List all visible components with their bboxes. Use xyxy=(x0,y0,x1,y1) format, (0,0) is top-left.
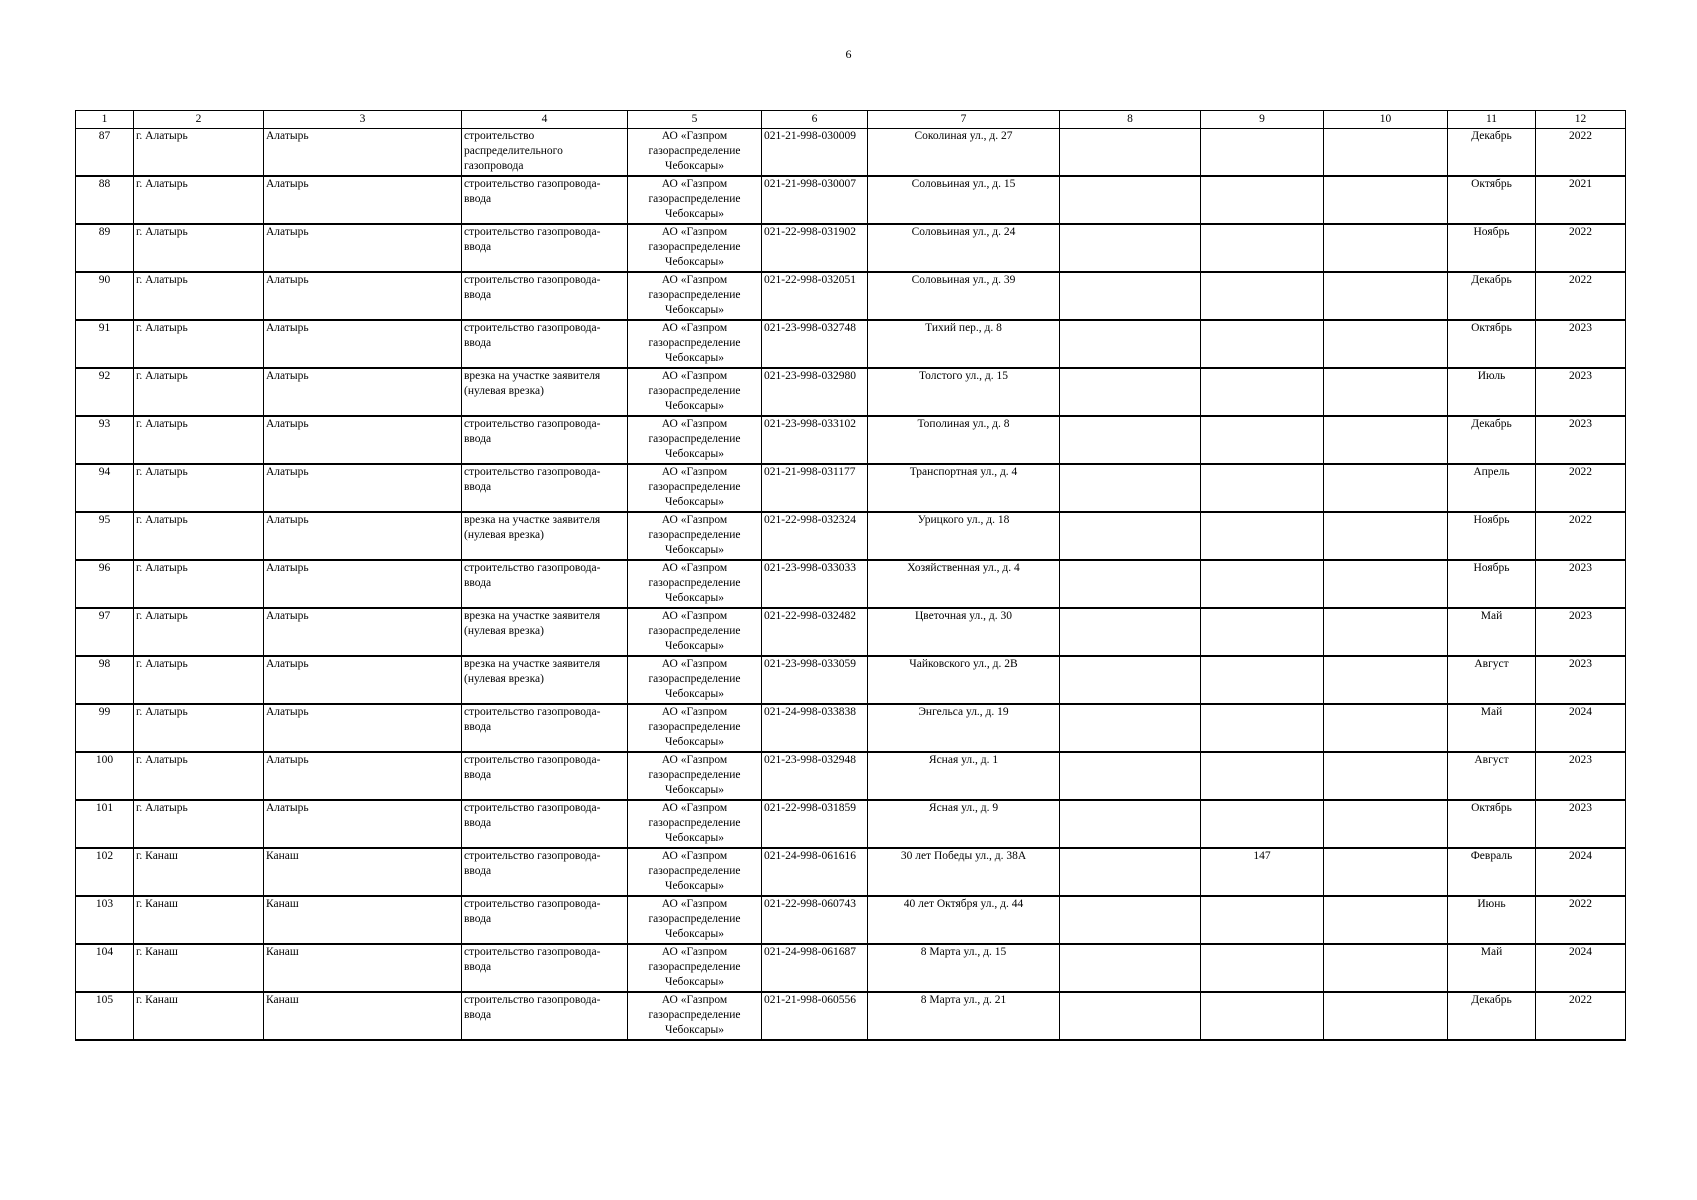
organization-cell: АО «Газпром газораспределение Чебоксары» xyxy=(628,224,762,272)
column-header-9: 9 xyxy=(1201,111,1324,129)
year-cell: 2022 xyxy=(1536,896,1626,944)
year-cell: 2022 xyxy=(1536,992,1626,1040)
application-number-cell: 021-22-998-031859 xyxy=(762,800,868,848)
table-row xyxy=(76,752,1626,800)
month-cell: Июль xyxy=(1448,368,1536,416)
application-number-cell: 021-22-998-031902 xyxy=(762,224,868,272)
registry-table xyxy=(75,110,1626,1041)
settlement-cell: Канаш xyxy=(264,992,462,1040)
organization-cell: АО «Газпром газораспределение Чебоксары» xyxy=(628,896,762,944)
year-cell: 2023 xyxy=(1536,368,1626,416)
address-cell: 8 Марта ул., д. 15 xyxy=(868,944,1060,992)
col-8-cell xyxy=(1060,992,1201,1040)
year-cell: 2022 xyxy=(1536,272,1626,320)
municipality-cell: г. Канаш xyxy=(134,992,264,1040)
month-cell: Май xyxy=(1448,704,1536,752)
organization-cell: АО «Газпром газораспределение Чебоксары» xyxy=(628,656,762,704)
col-9-cell xyxy=(1201,656,1324,704)
municipality-cell: г. Канаш xyxy=(134,896,264,944)
application-number-cell: 021-21-998-030007 xyxy=(762,176,868,224)
municipality-cell: г. Алатырь xyxy=(134,224,264,272)
row-number-cell: 92 xyxy=(76,368,134,416)
row-number-cell: 105 xyxy=(76,992,134,1040)
address-cell: Энгельса ул., д. 19 xyxy=(868,704,1060,752)
col-9-cell xyxy=(1201,129,1324,177)
col-10-cell xyxy=(1324,320,1448,368)
column-header-7: 7 xyxy=(868,111,1060,129)
column-header-6: 6 xyxy=(762,111,868,129)
year-cell: 2022 xyxy=(1536,129,1626,177)
municipality-cell: г. Алатырь xyxy=(134,560,264,608)
application-number-cell: 021-23-998-032980 xyxy=(762,368,868,416)
col-9-cell xyxy=(1201,752,1324,800)
table-row xyxy=(76,176,1626,224)
table-header xyxy=(76,111,1626,129)
table-row xyxy=(76,800,1626,848)
table-row xyxy=(76,224,1626,272)
col-9-cell xyxy=(1201,608,1324,656)
col-8-cell xyxy=(1060,272,1201,320)
col-9-cell xyxy=(1201,992,1324,1040)
header-row xyxy=(76,111,1626,129)
settlement-cell: Алатырь xyxy=(264,800,462,848)
organization-cell: АО «Газпром газораспределение Чебоксары» xyxy=(628,752,762,800)
settlement-cell: Алатырь xyxy=(264,752,462,800)
settlement-cell: Алатырь xyxy=(264,416,462,464)
col-8-cell xyxy=(1060,704,1201,752)
municipality-cell: г. Алатырь xyxy=(134,608,264,656)
address-cell: Соловьиная ул., д. 24 xyxy=(868,224,1060,272)
month-cell: Декабрь xyxy=(1448,129,1536,177)
col-10-cell xyxy=(1324,656,1448,704)
settlement-cell: Алатырь xyxy=(264,129,462,177)
settlement-cell: Алатырь xyxy=(264,704,462,752)
year-cell: 2023 xyxy=(1536,416,1626,464)
col-10-cell xyxy=(1324,992,1448,1040)
row-number-cell: 99 xyxy=(76,704,134,752)
column-header-10: 10 xyxy=(1324,111,1448,129)
col-10-cell xyxy=(1324,704,1448,752)
work-type-cell: строительство распределительного газопровода xyxy=(462,129,628,177)
settlement-cell: Канаш xyxy=(264,896,462,944)
col-10-cell xyxy=(1324,608,1448,656)
application-number-cell: 021-22-998-032482 xyxy=(762,608,868,656)
municipality-cell: г. Алатырь xyxy=(134,800,264,848)
row-number-cell: 94 xyxy=(76,464,134,512)
col-10-cell xyxy=(1324,368,1448,416)
work-type-cell: строительство газопровода-ввода xyxy=(462,800,628,848)
work-type-cell: строительство газопровода-ввода xyxy=(462,896,628,944)
application-number-cell: 021-21-998-031177 xyxy=(762,464,868,512)
col-8-cell xyxy=(1060,800,1201,848)
year-cell: 2024 xyxy=(1536,704,1626,752)
address-cell: Чайковского ул., д. 2В xyxy=(868,656,1060,704)
work-type-cell: строительство газопровода-ввода xyxy=(462,224,628,272)
table-row xyxy=(76,416,1626,464)
column-header-3: 3 xyxy=(264,111,462,129)
year-cell: 2024 xyxy=(1536,848,1626,896)
row-number-cell: 93 xyxy=(76,416,134,464)
row-number-cell: 102 xyxy=(76,848,134,896)
settlement-cell: Алатырь xyxy=(264,272,462,320)
month-cell: Июнь xyxy=(1448,896,1536,944)
application-number-cell: 021-24-998-061687 xyxy=(762,944,868,992)
work-type-cell: строительство газопровода-ввода xyxy=(462,752,628,800)
work-type-cell: строительство газопровода-ввода xyxy=(462,272,628,320)
application-number-cell: 021-22-998-060743 xyxy=(762,896,868,944)
col-9-cell xyxy=(1201,512,1324,560)
table-row xyxy=(76,848,1626,896)
col-9-cell xyxy=(1201,464,1324,512)
municipality-cell: г. Алатырь xyxy=(134,129,264,177)
col-9-cell xyxy=(1201,896,1324,944)
municipality-cell: г. Алатырь xyxy=(134,704,264,752)
col-10-cell xyxy=(1324,129,1448,177)
work-type-cell: строительство газопровода-ввода xyxy=(462,992,628,1040)
col-8-cell xyxy=(1060,560,1201,608)
settlement-cell: Алатырь xyxy=(264,512,462,560)
col-10-cell xyxy=(1324,224,1448,272)
settlement-cell: Алатырь xyxy=(264,464,462,512)
col-8-cell xyxy=(1060,464,1201,512)
municipality-cell: г. Алатырь xyxy=(134,464,264,512)
table-row xyxy=(76,320,1626,368)
address-cell: Цветочная ул., д. 30 xyxy=(868,608,1060,656)
year-cell: 2024 xyxy=(1536,944,1626,992)
month-cell: Октябрь xyxy=(1448,800,1536,848)
address-cell: Ясная ул., д. 9 xyxy=(868,800,1060,848)
col-8-cell xyxy=(1060,224,1201,272)
col-10-cell xyxy=(1324,464,1448,512)
organization-cell: АО «Газпром газораспределение Чебоксары» xyxy=(628,464,762,512)
month-cell: Август xyxy=(1448,752,1536,800)
organization-cell: АО «Газпром газораспределение Чебоксары» xyxy=(628,512,762,560)
address-cell: Тихий пер., д. 8 xyxy=(868,320,1060,368)
organization-cell: АО «Газпром газораспределение Чебоксары» xyxy=(628,176,762,224)
row-number-cell: 97 xyxy=(76,608,134,656)
year-cell: 2023 xyxy=(1536,608,1626,656)
application-number-cell: 021-23-998-033059 xyxy=(762,656,868,704)
settlement-cell: Алатырь xyxy=(264,224,462,272)
year-cell: 2022 xyxy=(1536,224,1626,272)
month-cell: Май xyxy=(1448,944,1536,992)
row-number-cell: 100 xyxy=(76,752,134,800)
work-type-cell: строительство газопровода-ввода xyxy=(462,176,628,224)
work-type-cell: строительство газопровода-ввода xyxy=(462,704,628,752)
work-type-cell: строительство газопровода-ввода xyxy=(462,464,628,512)
table-row xyxy=(76,608,1626,656)
col-8-cell xyxy=(1060,896,1201,944)
address-cell: 30 лет Победы ул., д. 38А xyxy=(868,848,1060,896)
month-cell: Октябрь xyxy=(1448,176,1536,224)
col-10-cell xyxy=(1324,944,1448,992)
column-header-2: 2 xyxy=(134,111,264,129)
work-type-cell: врезка на участке заявителя (нулевая врезка) xyxy=(462,368,628,416)
month-cell: Октябрь xyxy=(1448,320,1536,368)
row-number-cell: 89 xyxy=(76,224,134,272)
address-cell: Хозяйственная ул., д. 4 xyxy=(868,560,1060,608)
row-number-cell: 103 xyxy=(76,896,134,944)
municipality-cell: г. Алатырь xyxy=(134,368,264,416)
row-number-cell: 87 xyxy=(76,129,134,177)
application-number-cell: 021-22-998-032051 xyxy=(762,272,868,320)
col-8-cell xyxy=(1060,656,1201,704)
work-type-cell: строительство газопровода-ввода xyxy=(462,416,628,464)
col-9-cell xyxy=(1201,704,1324,752)
organization-cell: АО «Газпром газораспределение Чебоксары» xyxy=(628,944,762,992)
col-8-cell xyxy=(1060,416,1201,464)
application-number-cell: 021-21-998-060556 xyxy=(762,992,868,1040)
table-row xyxy=(76,464,1626,512)
col-9-cell xyxy=(1201,272,1324,320)
year-cell: 2023 xyxy=(1536,800,1626,848)
row-number-cell: 101 xyxy=(76,800,134,848)
organization-cell: АО «Газпром газораспределение Чебоксары» xyxy=(628,848,762,896)
table-row xyxy=(76,896,1626,944)
work-type-cell: врезка на участке заявителя (нулевая врезка) xyxy=(462,656,628,704)
organization-cell: АО «Газпром газораспределение Чебоксары» xyxy=(628,608,762,656)
organization-cell: АО «Газпром газораспределение Чебоксары» xyxy=(628,320,762,368)
year-cell: 2023 xyxy=(1536,560,1626,608)
table-row xyxy=(76,944,1626,992)
row-number-cell: 96 xyxy=(76,560,134,608)
row-number-cell: 91 xyxy=(76,320,134,368)
month-cell: Август xyxy=(1448,656,1536,704)
year-cell: 2023 xyxy=(1536,320,1626,368)
table-row xyxy=(76,272,1626,320)
work-type-cell: строительство газопровода-ввода xyxy=(462,848,628,896)
work-type-cell: строительство газопровода-ввода xyxy=(462,944,628,992)
address-cell: Соловьиная ул., д. 39 xyxy=(868,272,1060,320)
column-header-11: 11 xyxy=(1448,111,1536,129)
application-number-cell: 021-24-998-033838 xyxy=(762,704,868,752)
address-cell: 8 Марта ул., д. 21 xyxy=(868,992,1060,1040)
col-9-cell: 147 xyxy=(1201,848,1324,896)
col-9-cell xyxy=(1201,368,1324,416)
col-9-cell xyxy=(1201,320,1324,368)
table-row xyxy=(76,992,1626,1040)
address-cell: 40 лет Октября ул., д. 44 xyxy=(868,896,1060,944)
year-cell: 2021 xyxy=(1536,176,1626,224)
col-8-cell xyxy=(1060,176,1201,224)
col-9-cell xyxy=(1201,176,1324,224)
settlement-cell: Алатырь xyxy=(264,176,462,224)
month-cell: Февраль xyxy=(1448,848,1536,896)
address-cell: Соколиная ул., д. 27 xyxy=(868,129,1060,177)
address-cell: Ясная ул., д. 1 xyxy=(868,752,1060,800)
year-cell: 2023 xyxy=(1536,752,1626,800)
col-9-cell xyxy=(1201,416,1324,464)
settlement-cell: Алатырь xyxy=(264,656,462,704)
col-8-cell xyxy=(1060,368,1201,416)
col-10-cell xyxy=(1324,176,1448,224)
month-cell: Декабрь xyxy=(1448,272,1536,320)
application-number-cell: 021-21-998-030009 xyxy=(762,129,868,177)
table-row xyxy=(76,704,1626,752)
settlement-cell: Алатырь xyxy=(264,608,462,656)
col-9-cell xyxy=(1201,560,1324,608)
settlement-cell: Алатырь xyxy=(264,368,462,416)
col-9-cell xyxy=(1201,944,1324,992)
address-cell: Тополиная ул., д. 8 xyxy=(868,416,1060,464)
row-number-cell: 104 xyxy=(76,944,134,992)
column-header-8: 8 xyxy=(1060,111,1201,129)
address-cell: Урицкого ул., д. 18 xyxy=(868,512,1060,560)
work-type-cell: врезка на участке заявителя (нулевая врезка) xyxy=(462,608,628,656)
address-cell: Транспортная ул., д. 4 xyxy=(868,464,1060,512)
page-number: 6 xyxy=(845,47,852,61)
col-10-cell xyxy=(1324,560,1448,608)
municipality-cell: г. Алатырь xyxy=(134,752,264,800)
application-number-cell: 021-24-998-061616 xyxy=(762,848,868,896)
settlement-cell: Алатырь xyxy=(264,320,462,368)
municipality-cell: г. Канаш xyxy=(134,848,264,896)
application-number-cell: 021-23-998-033033 xyxy=(762,560,868,608)
row-number-cell: 88 xyxy=(76,176,134,224)
organization-cell: АО «Газпром газораспределение Чебоксары» xyxy=(628,129,762,177)
organization-cell: АО «Газпром газораспределение Чебоксары» xyxy=(628,704,762,752)
application-number-cell: 021-23-998-032748 xyxy=(762,320,868,368)
application-number-cell: 021-22-998-032324 xyxy=(762,512,868,560)
organization-cell: АО «Газпром газораспределение Чебоксары» xyxy=(628,368,762,416)
year-cell: 2022 xyxy=(1536,512,1626,560)
col-8-cell xyxy=(1060,129,1201,177)
organization-cell: АО «Газпром газораспределение Чебоксары» xyxy=(628,992,762,1040)
table-row xyxy=(76,129,1626,177)
settlement-cell: Алатырь xyxy=(264,560,462,608)
col-9-cell xyxy=(1201,224,1324,272)
table-row xyxy=(76,656,1626,704)
municipality-cell: г. Алатырь xyxy=(134,512,264,560)
organization-cell: АО «Газпром газораспределение Чебоксары» xyxy=(628,800,762,848)
table-row xyxy=(76,512,1626,560)
month-cell: Май xyxy=(1448,608,1536,656)
table-row xyxy=(76,560,1626,608)
municipality-cell: г. Алатырь xyxy=(134,176,264,224)
col-8-cell xyxy=(1060,752,1201,800)
col-8-cell xyxy=(1060,848,1201,896)
municipality-cell: г. Алатырь xyxy=(134,320,264,368)
organization-cell: АО «Газпром газораспределение Чебоксары» xyxy=(628,416,762,464)
month-cell: Апрель xyxy=(1448,464,1536,512)
month-cell: Ноябрь xyxy=(1448,560,1536,608)
address-cell: Толстого ул., д. 15 xyxy=(868,368,1060,416)
year-cell: 2022 xyxy=(1536,464,1626,512)
month-cell: Декабрь xyxy=(1448,416,1536,464)
column-header-5: 5 xyxy=(628,111,762,129)
col-8-cell xyxy=(1060,320,1201,368)
row-number-cell: 95 xyxy=(76,512,134,560)
col-10-cell xyxy=(1324,752,1448,800)
col-8-cell xyxy=(1060,608,1201,656)
application-number-cell: 021-23-998-032948 xyxy=(762,752,868,800)
col-10-cell xyxy=(1324,896,1448,944)
work-type-cell: врезка на участке заявителя (нулевая врезка) xyxy=(462,512,628,560)
month-cell: Ноябрь xyxy=(1448,224,1536,272)
municipality-cell: г. Алатырь xyxy=(134,416,264,464)
row-number-cell: 98 xyxy=(76,656,134,704)
month-cell: Декабрь xyxy=(1448,992,1536,1040)
work-type-cell: строительство газопровода-ввода xyxy=(462,320,628,368)
municipality-cell: г. Канаш xyxy=(134,944,264,992)
organization-cell: АО «Газпром газораспределение Чебоксары» xyxy=(628,560,762,608)
work-type-cell: строительство газопровода-ввода xyxy=(462,560,628,608)
month-cell: Ноябрь xyxy=(1448,512,1536,560)
col-10-cell xyxy=(1324,416,1448,464)
col-10-cell xyxy=(1324,848,1448,896)
col-10-cell xyxy=(1324,800,1448,848)
organization-cell: АО «Газпром газораспределение Чебоксары» xyxy=(628,272,762,320)
address-cell: Соловьиная ул., д. 15 xyxy=(868,176,1060,224)
row-number-cell: 90 xyxy=(76,272,134,320)
col-8-cell xyxy=(1060,944,1201,992)
col-8-cell xyxy=(1060,512,1201,560)
col-10-cell xyxy=(1324,512,1448,560)
column-header-12: 12 xyxy=(1536,111,1626,129)
table-body xyxy=(76,129,1626,1041)
table-row xyxy=(76,368,1626,416)
col-10-cell xyxy=(1324,272,1448,320)
column-header-4: 4 xyxy=(462,111,628,129)
year-cell: 2023 xyxy=(1536,656,1626,704)
col-9-cell xyxy=(1201,800,1324,848)
application-number-cell: 021-23-998-033102 xyxy=(762,416,868,464)
settlement-cell: Канаш xyxy=(264,848,462,896)
municipality-cell: г. Алатырь xyxy=(134,272,264,320)
settlement-cell: Канаш xyxy=(264,944,462,992)
column-header-1: 1 xyxy=(76,111,134,129)
municipality-cell: г. Алатырь xyxy=(134,656,264,704)
